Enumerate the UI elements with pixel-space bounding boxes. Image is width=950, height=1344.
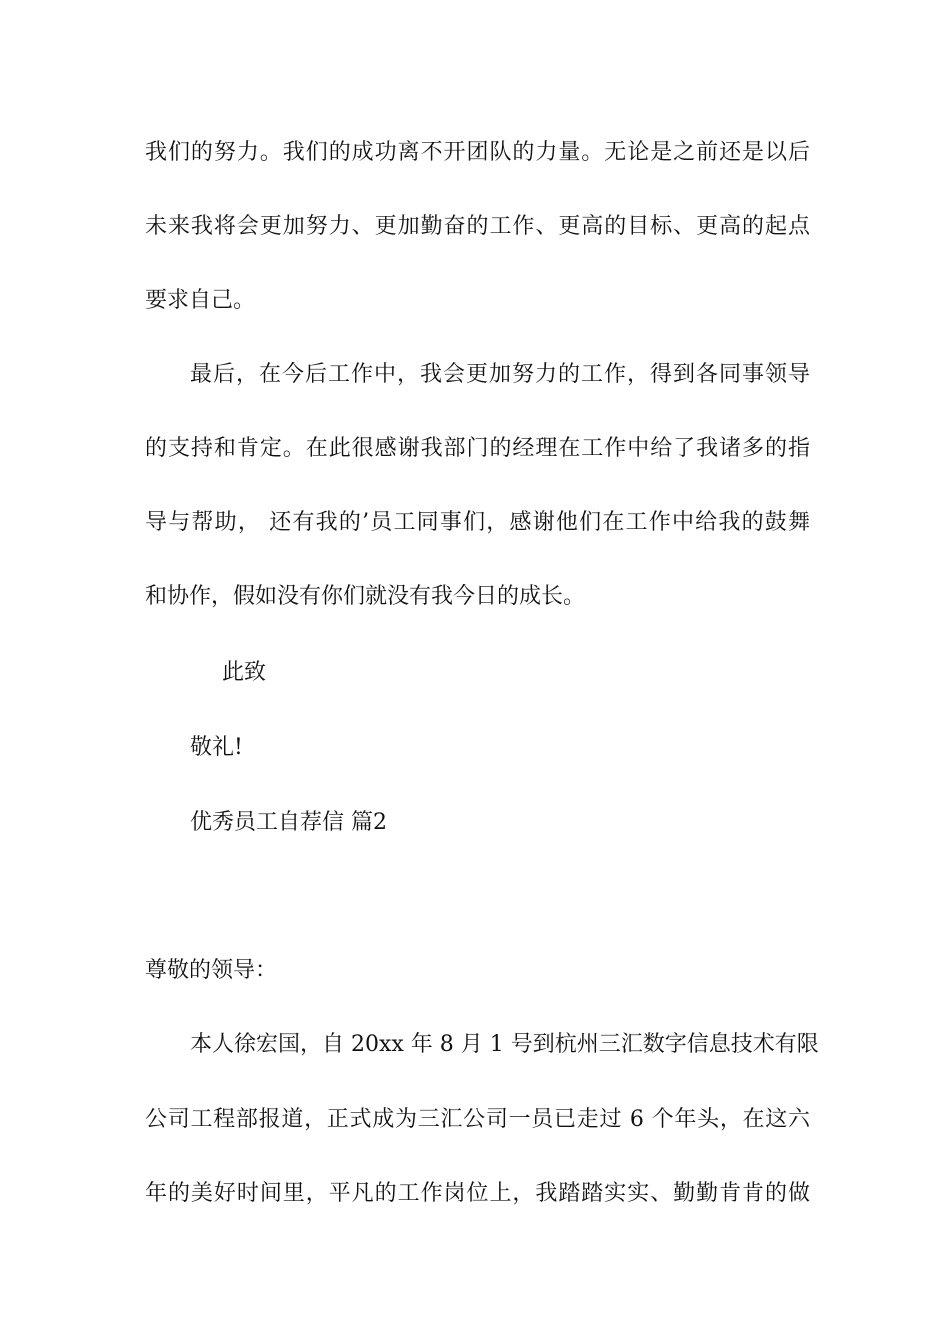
paragraph-line: 公司工程部报道，正式成为三汇公司一员已走过 6 个年头，在这六 [145, 1107, 810, 1132]
closing-regards: 敬礼! [190, 735, 243, 760]
paragraph-line: 导与帮助， 还有我的’员工同事们，感谢他们在工作中给我的鼓舞 [145, 510, 810, 535]
paragraph-line: 的支持和肯定。在此很感谢我部门的经理在工作中给了我诸多的指 [145, 436, 810, 461]
paragraph-line: 年的美好时间里，平凡的工作岗位上，我踏踏实实、勤勤肯肯的做 [145, 1181, 810, 1206]
paragraph-line: 和协作，假如没有你们就没有我今日的成长。 [145, 584, 586, 609]
paragraph-line: 本人徐宏国，自 20xx 年 8 月 1 号到杭州三汇数字信息技术有限 [190, 1032, 819, 1057]
paragraph-line: 最后，在今后工作中，我会更加努力的工作，得到各同事领导 [190, 362, 810, 387]
section-heading: 优秀员工自荐信 篇2 [190, 810, 387, 835]
paragraph-line: 未来我将会更加努力、更加勤奋的工作、更高的目标、更高的起点 [145, 214, 810, 239]
paragraph-line: 要求自己。 [145, 288, 256, 313]
letter-greeting: 尊敬的领导： [145, 958, 278, 983]
paragraph-line: 我们的努力。我们的成功离不开团队的力量。无论是之前还是以后 [145, 140, 810, 165]
closing-salutation: 此致 [222, 660, 267, 685]
